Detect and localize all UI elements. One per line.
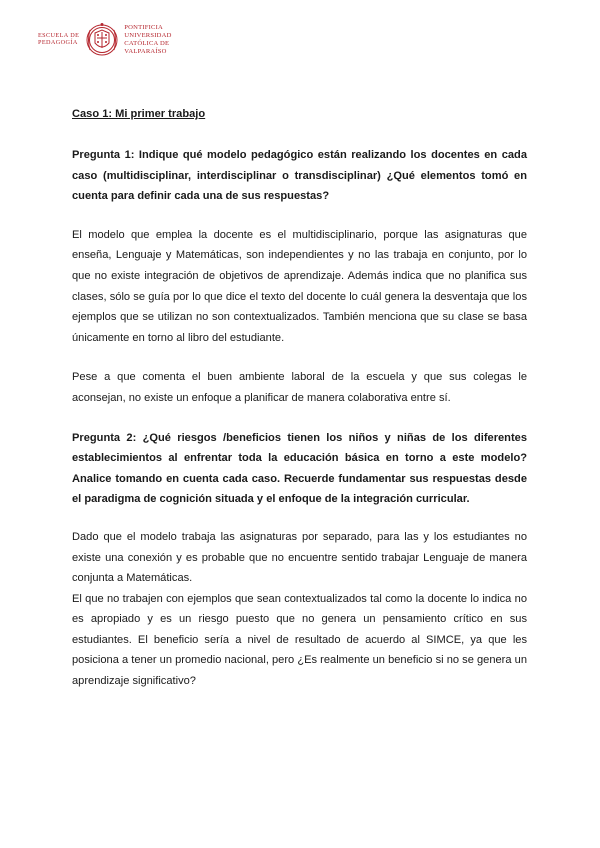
question-2: Pregunta 2: ¿Qué riesgos /beneficios tienen los niños y niñas de los diferentes establecimientos al enfrentar toda la educación básica en torno a este modelo? Analice tomando en cuenta cada caso. Recuerde fundamentar sus respuestas desde el paradigma de cognición situada y el enfoque de la integración curricular.: [72, 431, 527, 506]
university-name-line: PONTIFICIA: [124, 24, 163, 31]
university-name: [124, 24, 171, 56]
university-seal-icon: [85, 21, 119, 59]
university-name-line: VALPARAÍSO: [124, 48, 167, 55]
university-name-line: CATÓLICA DE: [124, 40, 170, 47]
school-name: [38, 32, 79, 47]
university-name-line: UNIVERSIDAD: [124, 32, 172, 39]
document-body: [72, 104, 527, 692]
answer-1-paragraph-1: El modelo que emplea la docente es el multidisciplinario, porque las asignaturas que enseña, Lenguaje y Matemáticas, son independientes y no las trabaja en conjunto, por lo que no existe integración de objetivos de aprendizaje. Además indica que no planifica sus clases, sólo se guía por lo que dice el texto del docente lo cuál genera la desventaja que los ejemplos que se utilizan no son contextualizados. También menciona que su clase se basa únicamente en torno al libro del estudiante.: [72, 228, 527, 344]
answer-2-paragraph-2: El que no trabajen con ejemplos que sean contextualizados tal como la docente lo indica no es apropiado y es un riesgo puesto que no genera un pensamiento crítico en sus estudiantes. El beneficio sería a nivel de resultado de acuerdo al SIMCE, ya que les posiciona a tener un promedio nacional, pero ¿Es realmente un beneficio si no se genera un aprendizaje significativo?: [72, 592, 527, 688]
school-name-line: PEDAGOGÍA: [38, 39, 78, 46]
institution-header: [38, 20, 172, 60]
school-name-line: ESCUELA DE: [38, 31, 80, 39]
question-1: Pregunta 1: Indique qué modelo pedagógico están realizando los docentes en cada caso (multidisciplinar, interdisciplinar o transdisciplinar) ¿Qué elementos tomó en cuenta para definir cada una de sus respuestas?: [72, 149, 527, 203]
answer-2-paragraph-1: Dado que el modelo trabaja las asignaturas por separado, para las y los estudiantes no existe una conexión y es probable que no encuentre sentido trabajar Lenguaje de manera conjunta a Matemáticas.: [72, 530, 527, 585]
answer-1-paragraph-2: Pese a que comenta el buen ambiente laboral de la escuela y que sus colegas le aconsejan, no existe un enfoque a planificar de manera colaborativa entre sí.: [72, 371, 527, 404]
case-title: Caso 1: Mi primer trabajo: [72, 108, 206, 120]
